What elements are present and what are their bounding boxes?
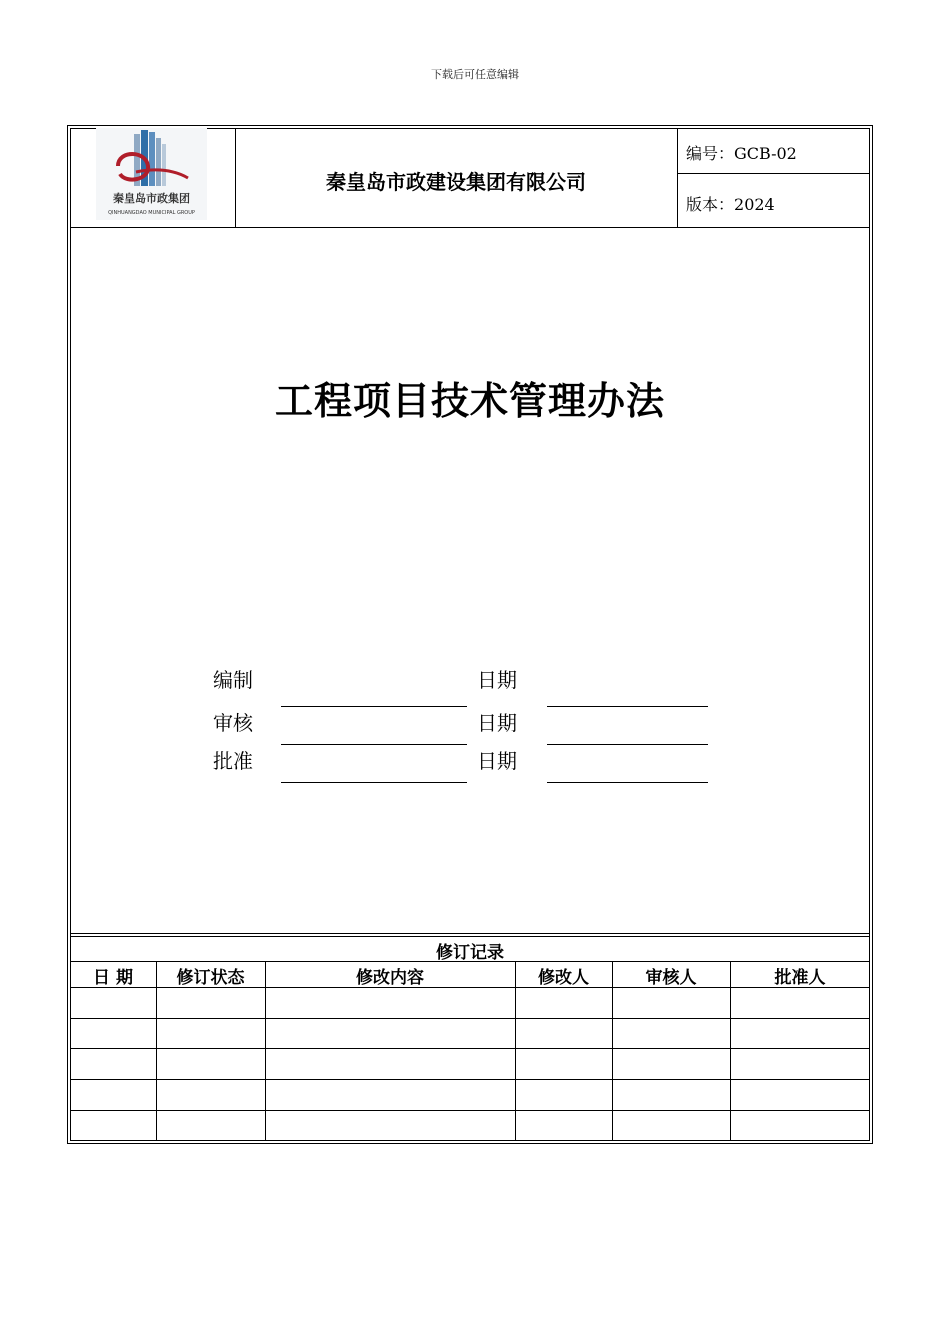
table-row (70, 1110, 870, 1111)
col-date: 日 期 (93, 968, 133, 988)
doc-version-label: 版本： (686, 195, 735, 214)
sig-line-approve[interactable] (281, 782, 467, 783)
sig-date-label-approve: 日期 (477, 749, 517, 773)
col-modifier: 修改人 (538, 968, 589, 988)
table-col-divider (156, 961, 157, 1141)
sig-date-line-approve[interactable] (547, 782, 708, 783)
revision-top-line-1 (70, 933, 870, 934)
revision-title: 修订记录 (436, 943, 504, 963)
col-approver: 批准人 (774, 968, 826, 988)
logo-text-en: QINHUANGDAO MUNICIPAL GROUP (108, 210, 195, 216)
sig-role-compile: 编制 (213, 668, 253, 692)
sig-role-review: 审核 (213, 711, 253, 735)
logo-text-cn: 秦皇岛市政集团 (113, 192, 190, 205)
table-row (70, 987, 870, 988)
sig-role-approve: 批准 (213, 749, 253, 773)
company-name: 秦皇岛市政建设集团有限公司 (326, 170, 586, 194)
document-title: 工程项目技术管理办法 (274, 378, 665, 423)
header-meta-divider (677, 173, 870, 174)
sig-date-label-compile: 日期 (477, 668, 517, 692)
table-row (70, 1079, 870, 1080)
sig-date-line-compile[interactable] (547, 706, 708, 707)
sig-line-review[interactable] (281, 744, 467, 745)
table-col-divider (265, 961, 266, 1141)
company-logo (96, 128, 207, 220)
table-row (70, 1018, 870, 1019)
doc-code-label: 编号： (686, 144, 735, 163)
company-logo-icon (96, 128, 207, 220)
col-content: 修改内容 (356, 968, 424, 988)
doc-version (686, 192, 775, 215)
doc-code (686, 141, 797, 164)
sig-date-line-review[interactable] (547, 744, 708, 745)
document-frame-inner (70, 128, 870, 1141)
table-col-divider (730, 961, 731, 1141)
col-status: 修订状态 (176, 968, 245, 988)
table-col-divider (515, 961, 516, 1141)
table-row (70, 1048, 870, 1049)
table-col-divider (612, 961, 613, 1141)
col-reviewer: 审核人 (645, 968, 697, 988)
doc-version-value: 2024 (734, 195, 775, 214)
header-col-divider-2 (677, 128, 678, 227)
revision-top-line-2 (70, 936, 870, 937)
revision-title-divider (70, 961, 870, 962)
top-note: 下载后可任意编辑 (431, 68, 519, 81)
doc-code-value: GCB-02 (734, 144, 797, 163)
sig-date-label-review: 日期 (477, 711, 517, 735)
sig-line-compile[interactable] (281, 706, 467, 707)
header-divider (70, 227, 870, 228)
